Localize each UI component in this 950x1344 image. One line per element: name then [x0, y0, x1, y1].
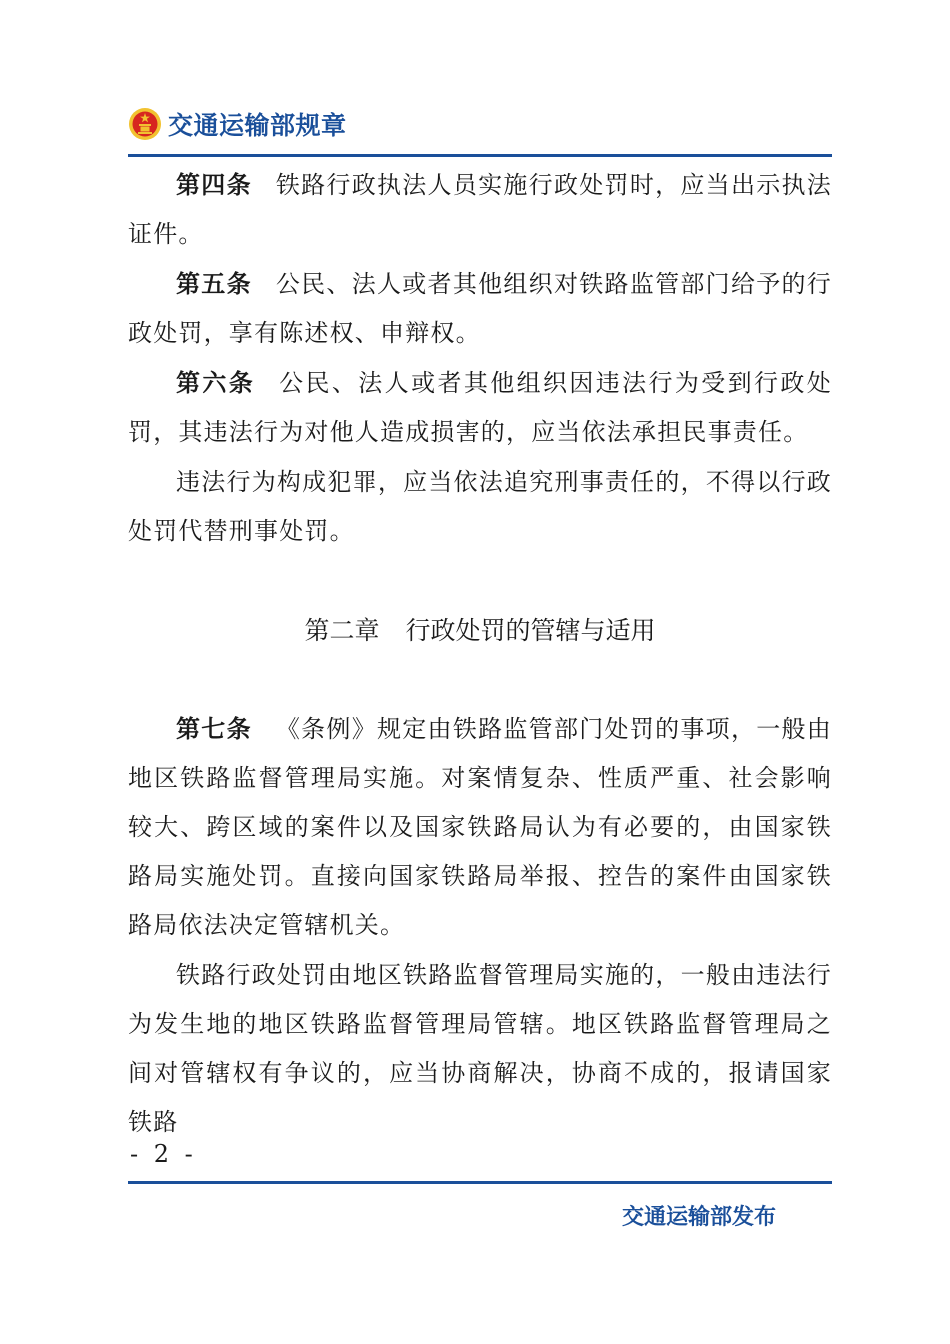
article-paragraph [128, 458, 832, 556]
footer-divider [128, 1181, 832, 1184]
article-label: 第五条 [176, 270, 252, 298]
chapter-title: 行政处罚的管辖与适用 [405, 616, 656, 645]
article-paragraph [128, 951, 832, 1147]
article-text: 铁路行政处罚由地区铁路监督管理局实施的，一般由违法行为发生地的地区铁路监督管理局管辖。地区铁路监督管理局之间对管辖权有争议的，应当协商解决，协商不成的，报请国家铁路 [128, 961, 832, 1136]
footer-publisher: 交通运输部发布 [621, 1205, 776, 1230]
article-paragraph [128, 359, 832, 457]
article-label: 第四条 [176, 171, 252, 199]
article-paragraph [128, 260, 832, 358]
article-text: 违法行为构成犯罪，应当依法追究刑事责任的，不得以行政处罚代替刑事处罚。 [128, 468, 832, 545]
article-label: 第六条 [176, 369, 256, 397]
article-paragraph [128, 161, 832, 259]
article-label: 第七条 [176, 715, 252, 743]
chapter-number: 第二章 [304, 616, 380, 645]
page-number: - 2 - [130, 1140, 197, 1168]
article-text: 铁路行政执法人员实施行政处罚时，应当出示执法证件。 [128, 171, 832, 248]
page-header [128, 100, 347, 148]
article-text: 公民、法人或者其他组织对铁路监管部门给予的行政处罚，享有陈述权、申辩权。 [128, 270, 832, 347]
national-emblem-icon [128, 107, 162, 141]
header-title: 交通运输部规章 [168, 111, 347, 140]
articles-block-1 [128, 161, 832, 556]
articles-block-2 [128, 705, 832, 1147]
article-text: 《条例》规定由铁路监管部门处罚的事项，一般由地区铁路监督管理局实施。对案情复杂、性质严重、社会影响较大、跨区域的案件以及国家铁路局认为有必要的，由国家铁路局实施处罚。直接向国家铁路局举报、控告的案件由国家铁路局依法决定管辖机关。 [128, 715, 832, 939]
header-divider [128, 154, 832, 157]
chapter-heading [128, 611, 832, 651]
article-paragraph [128, 705, 832, 950]
article-text: 公民、法人或者其他组织因违法行为受到行政处罚，其违法行为对他人造成损害的，应当依法承担民事责任。 [128, 369, 832, 446]
